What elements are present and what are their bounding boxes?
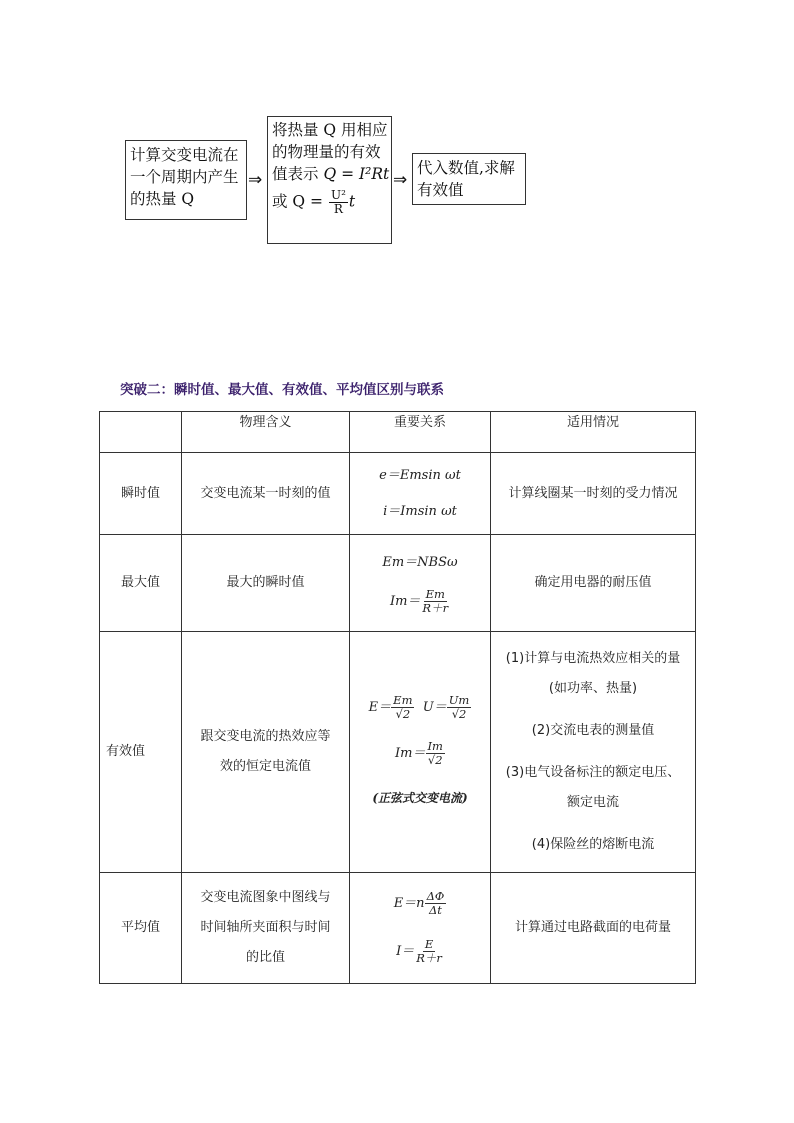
relation-cell xyxy=(350,453,491,535)
flow-step1-line: 计算交变电流在 xyxy=(130,146,239,164)
formula-lhs: Im＝ xyxy=(389,593,421,609)
row-label-average: 平均值 xyxy=(100,873,182,984)
usage-line: (2)交流电表的测量值 xyxy=(531,723,655,738)
fraction-denominator: √2 xyxy=(395,706,411,721)
formula-fraction xyxy=(447,694,472,721)
comparison-table xyxy=(99,411,696,984)
flow-step2-line: 将热量 Q 用相应 xyxy=(272,121,388,139)
formula-effective-eu xyxy=(354,691,486,725)
formula-fraction xyxy=(426,740,445,767)
table-row xyxy=(100,873,696,984)
formula-current-instant: i＝Imsin ωt xyxy=(383,503,457,519)
formula-lhs: Im＝ xyxy=(395,745,426,761)
row-label-effective: 有效值 xyxy=(100,632,182,873)
flow-step2-line: 的物理量的有效 xyxy=(272,143,381,161)
formula-fraction xyxy=(391,694,414,721)
formula-lhs: E＝n xyxy=(393,896,425,911)
flow-step-calc-heat xyxy=(125,140,247,220)
heat-formula-current: Q = I²Rt xyxy=(323,165,390,183)
formula-lhs: E＝ xyxy=(368,699,392,715)
table-row xyxy=(100,535,696,632)
meaning-line: 时间轴所夹面积与时间 xyxy=(200,920,331,935)
heat-formula-suffix: t xyxy=(348,192,356,211)
formula-fraction xyxy=(414,938,444,965)
flow-step2-line xyxy=(272,163,390,185)
flow-diagram xyxy=(0,0,794,260)
fraction-denominator: R xyxy=(333,202,343,216)
formula-lhs: I＝ xyxy=(396,944,415,959)
fraction-numerator: U² xyxy=(330,188,346,202)
flow-step-express-heat xyxy=(267,116,392,244)
usage-line: (如功率、热量) xyxy=(548,681,638,696)
row-label-max: 最大值 xyxy=(100,535,182,632)
flow-step3-line: 有效值 xyxy=(417,181,464,199)
fraction-denominator: Δt xyxy=(428,903,442,917)
fraction-numerator: Im xyxy=(427,738,443,753)
meaning-cell xyxy=(182,632,350,873)
formula-fraction xyxy=(425,890,447,917)
fraction-denominator: √2 xyxy=(427,752,443,767)
meaning-line: 跟交变电流的热效应等 xyxy=(200,729,331,744)
flow-step1-line: 的热量 Q xyxy=(130,190,195,208)
formula-average-emf xyxy=(354,887,486,921)
usage-cell xyxy=(491,632,696,873)
fraction-denominator: R＋r xyxy=(416,951,442,965)
fraction-numerator: ΔΦ xyxy=(426,889,445,903)
usage-line: (1)计算与电流热效应相关的量 xyxy=(505,651,681,666)
fraction-numerator: E xyxy=(424,937,434,951)
fraction-numerator: Em xyxy=(425,586,445,601)
table-row xyxy=(100,632,696,873)
formula-average-current xyxy=(354,935,486,969)
fraction-numerator: Um xyxy=(448,692,470,707)
formula-effective-i xyxy=(354,737,486,771)
usage-line: (3)电气设备标注的额定电压、 xyxy=(505,765,681,780)
fraction-denominator: √2 xyxy=(451,706,467,721)
meaning-line: 效的恒定电流值 xyxy=(219,759,311,774)
meaning-cell xyxy=(182,873,350,984)
fraction-numerator: Em xyxy=(393,692,413,707)
flow-step2-prefix: 值表示 xyxy=(272,165,324,183)
header-cell-empty xyxy=(100,412,182,453)
sinusoidal-note: (正弦式交变电流) xyxy=(372,790,468,805)
relation-cell xyxy=(350,873,491,984)
usage-cell: 计算通过电路截面的电荷量 xyxy=(491,873,696,984)
heat-formula-voltage-prefix: 或 Q = xyxy=(272,192,328,211)
header-cell-meaning: 物理含义 xyxy=(182,412,350,453)
flow-step1-line: 一个周期内产生 xyxy=(130,168,239,186)
meaning-cell: 交变电流某一时刻的值 xyxy=(182,453,350,535)
relation-cell xyxy=(350,632,491,873)
meaning-line: 交变电流图象中图线与 xyxy=(200,890,331,905)
flow-arrow-2: ⇒ xyxy=(393,170,408,190)
header-cell-usage: 适用情况 xyxy=(491,412,696,453)
flow-step3-line: 代入数值,求解 xyxy=(417,159,515,177)
table-header-row xyxy=(100,412,696,453)
usage-line: 额定电流 xyxy=(566,795,619,810)
formula-current-max xyxy=(354,588,486,615)
usage-cell: 确定用电器的耐压值 xyxy=(491,535,696,632)
meaning-line: 的比值 xyxy=(245,950,285,965)
usage-line: (4)保险丝的熔断电流 xyxy=(531,837,655,852)
formula-fraction xyxy=(420,588,450,615)
heat-formula-fraction xyxy=(329,189,348,216)
usage-cell: 计算线圈某一时刻的受力情况 xyxy=(491,453,696,535)
header-cell-relation: 重要关系 xyxy=(350,412,491,453)
table-row xyxy=(100,453,696,535)
row-label-instant: 瞬时值 xyxy=(100,453,182,535)
relation-cell xyxy=(350,535,491,632)
fraction-denominator: R＋r xyxy=(422,600,449,615)
formula-emf-instant: e＝Emsin ωt xyxy=(379,467,461,483)
formula-emf-max: Em＝NBSω xyxy=(382,554,458,570)
flow-arrow-1: ⇒ xyxy=(248,170,263,190)
section-heading: 突破二：瞬时值、最大值、有效值、平均值区别与联系 xyxy=(120,382,444,398)
formula-lhs: U＝ xyxy=(422,699,447,715)
flow-step2-line xyxy=(272,189,387,216)
flow-step-solve xyxy=(412,153,526,205)
meaning-cell: 最大的瞬时值 xyxy=(182,535,350,632)
